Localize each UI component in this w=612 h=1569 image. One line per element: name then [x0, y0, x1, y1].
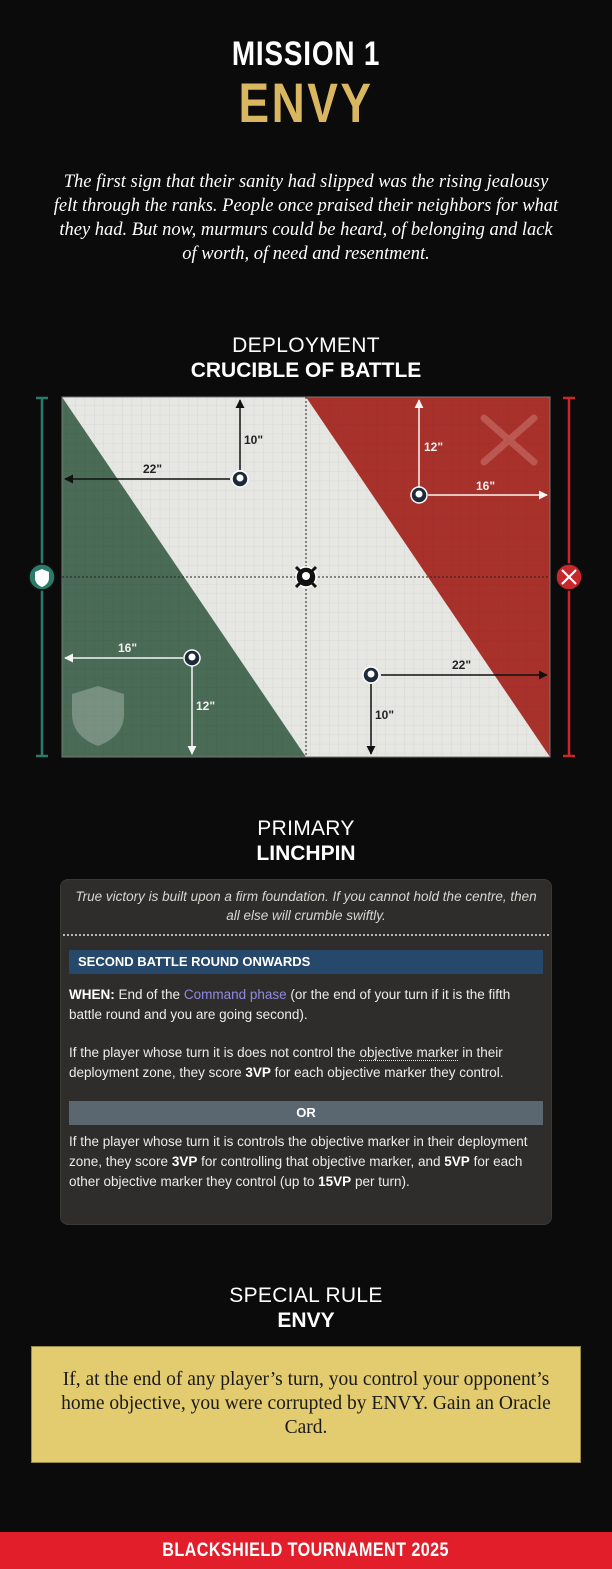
mission-header	[0, 34, 612, 132]
objective-marker-top-left	[232, 471, 248, 487]
special-rule-text: If, at the end of any player’s turn, you control your opponent’s home objective, you were corrupted by ENVY. Gain an Oracle Card.	[61, 1369, 551, 1438]
rule2-vp1: 3VP	[171, 1154, 198, 1169]
objective-marker-center	[296, 567, 316, 587]
rule2-c: for each other objective marker they control (up to	[69, 1154, 523, 1189]
deployment-map-svg	[0, 396, 612, 758]
or-bar: OR	[69, 1101, 543, 1125]
rule1-c: for each objective marker they control.	[274, 1065, 504, 1080]
command-phase-link[interactable]: Command phase	[183, 987, 287, 1002]
rule1-a: If the player whose turn it is does not control the	[69, 1045, 356, 1060]
crossed-swords-icon	[556, 564, 582, 590]
deployment-heading: CRUCIBLE OF BATTLE	[190, 359, 422, 382]
rule2-b: for controlling that objective marker, and	[201, 1154, 441, 1169]
objective-marker-link[interactable]: objective marker	[359, 1045, 459, 1060]
round-bar: SECOND BATTLE ROUND ONWARDS	[69, 950, 543, 974]
primary-kicker: PRIMARY	[257, 817, 355, 840]
rule2-d: per turn).	[354, 1174, 410, 1189]
when-text-1: End of the	[118, 987, 181, 1002]
dotted-divider	[63, 934, 549, 936]
primary-flavor-text: True victory is built upon a firm foundation. If you cannot hold the centre, then all else will crumble swiftly.	[75, 889, 537, 923]
primary-mission-card	[60, 879, 552, 1225]
objective-marker-bottom-right	[363, 667, 379, 683]
rule2-a: If the player whose turn it is controls the objective marker in their deployment zone, they score	[69, 1134, 528, 1169]
when-paragraph	[61, 985, 551, 1025]
mission-name: ENVY	[238, 71, 374, 134]
objective-marker-bottom-left	[184, 650, 200, 666]
rule-one-paragraph	[61, 1043, 551, 1083]
mission-title: MISSION 1	[231, 35, 381, 73]
footer-banner	[0, 1532, 612, 1569]
special-kicker: SPECIAL RULE	[229, 1284, 383, 1307]
rule2-vp2: 5VP	[444, 1154, 470, 1169]
bottom-left-horizontal-label: 16"	[118, 641, 138, 655]
special-rule-box	[31, 1346, 581, 1463]
bottom-right-vertical-label: 10"	[375, 708, 395, 722]
intro-text: The first sign that their sanity had slipped was the rising jealousy felt through the ranks. People once praised their neighbors for what they had. But now, murmurs could be heard, of belonging and lack of worth, of need and resentment.	[53, 172, 559, 264]
bottom-left-vertical-label: 12"	[196, 699, 216, 713]
rule1-vp: 3VP	[245, 1065, 271, 1080]
deployment-map	[0, 396, 612, 758]
special-heading: ENVY	[277, 1309, 335, 1332]
primary-section-header	[0, 817, 612, 867]
primary-heading: LINCHPIN	[256, 842, 356, 865]
deployment-section-header	[0, 334, 612, 384]
top-left-horizontal-label: 22"	[143, 462, 163, 476]
special-rule-section-header	[0, 1284, 612, 1334]
rule1-b: in their deployment zone, they score	[69, 1045, 503, 1080]
footer-text: BLACKSHIELD TOURNAMENT 2025	[162, 1540, 450, 1561]
shield-icon	[29, 564, 55, 590]
when-label: WHEN:	[69, 987, 115, 1002]
rule-two-paragraph	[61, 1132, 551, 1192]
top-right-horizontal-label: 16"	[476, 479, 496, 493]
top-left-vertical-label: 10"	[244, 433, 264, 447]
objective-marker-top-right	[411, 487, 427, 503]
when-text-2: (or the end of your turn if it is the fifth battle round and you are going second).	[69, 987, 511, 1022]
rule2-vp3: 15VP	[318, 1174, 352, 1189]
deployment-kicker: DEPLOYMENT	[232, 334, 380, 357]
bottom-right-horizontal-label: 22"	[452, 658, 472, 672]
top-right-vertical-label: 12"	[424, 440, 444, 454]
